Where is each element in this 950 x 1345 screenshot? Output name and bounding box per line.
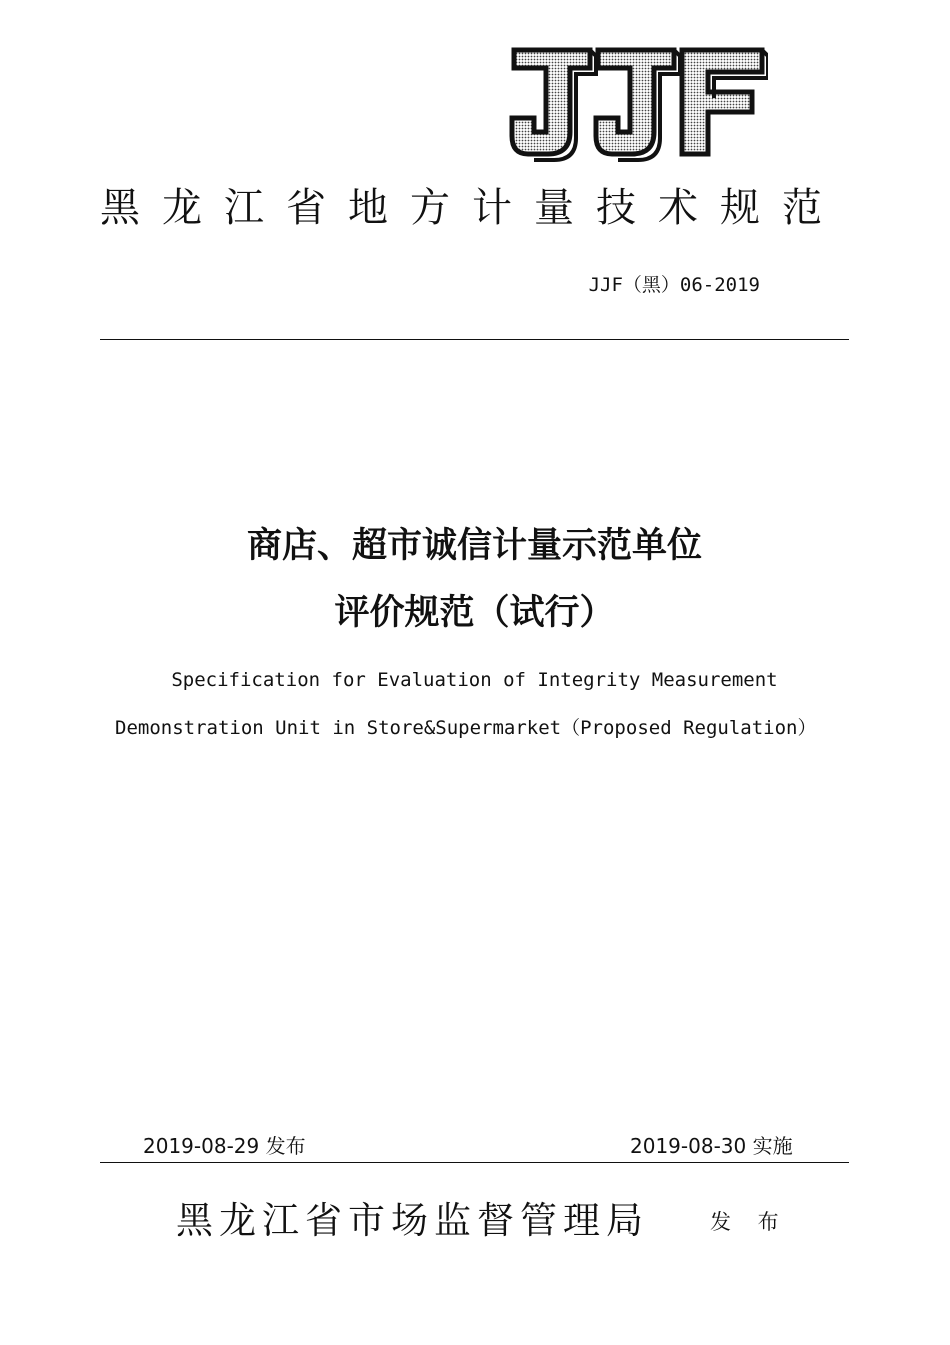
logo-letter-f: [682, 50, 768, 154]
bottom-divider: [100, 1162, 849, 1163]
issue-date: 2019-08-29 发布: [143, 1134, 306, 1158]
top-divider: [100, 339, 849, 340]
publisher-name: 黑龙江省市场监督管理局: [176, 1199, 649, 1242]
jjf-logo: [506, 46, 768, 162]
series-title: 黑龙江省地方计量技术规范: [100, 185, 844, 231]
document-title-cn-line1: 商店、超市诚信计量示范单位: [246, 526, 702, 566]
logo-letter-j2: [596, 50, 680, 160]
standard-code: JJF（黑）06-2019: [588, 274, 760, 296]
jjf-logo-graphic: [506, 46, 768, 162]
document-title-en-line1: Specification for Evaluation of Integrity Measurement: [171, 669, 778, 691]
document-title-cn-line2: 评价规范（试行）: [334, 593, 615, 633]
document-title-en-line2: Demonstration Unit in Store&Supermarket（Proposed Regulation）: [115, 717, 817, 739]
logo-letter-j1: [512, 50, 596, 160]
implementation-date: 2019-08-30 实施: [630, 1134, 793, 1158]
publish-label: 发 布: [710, 1210, 789, 1234]
